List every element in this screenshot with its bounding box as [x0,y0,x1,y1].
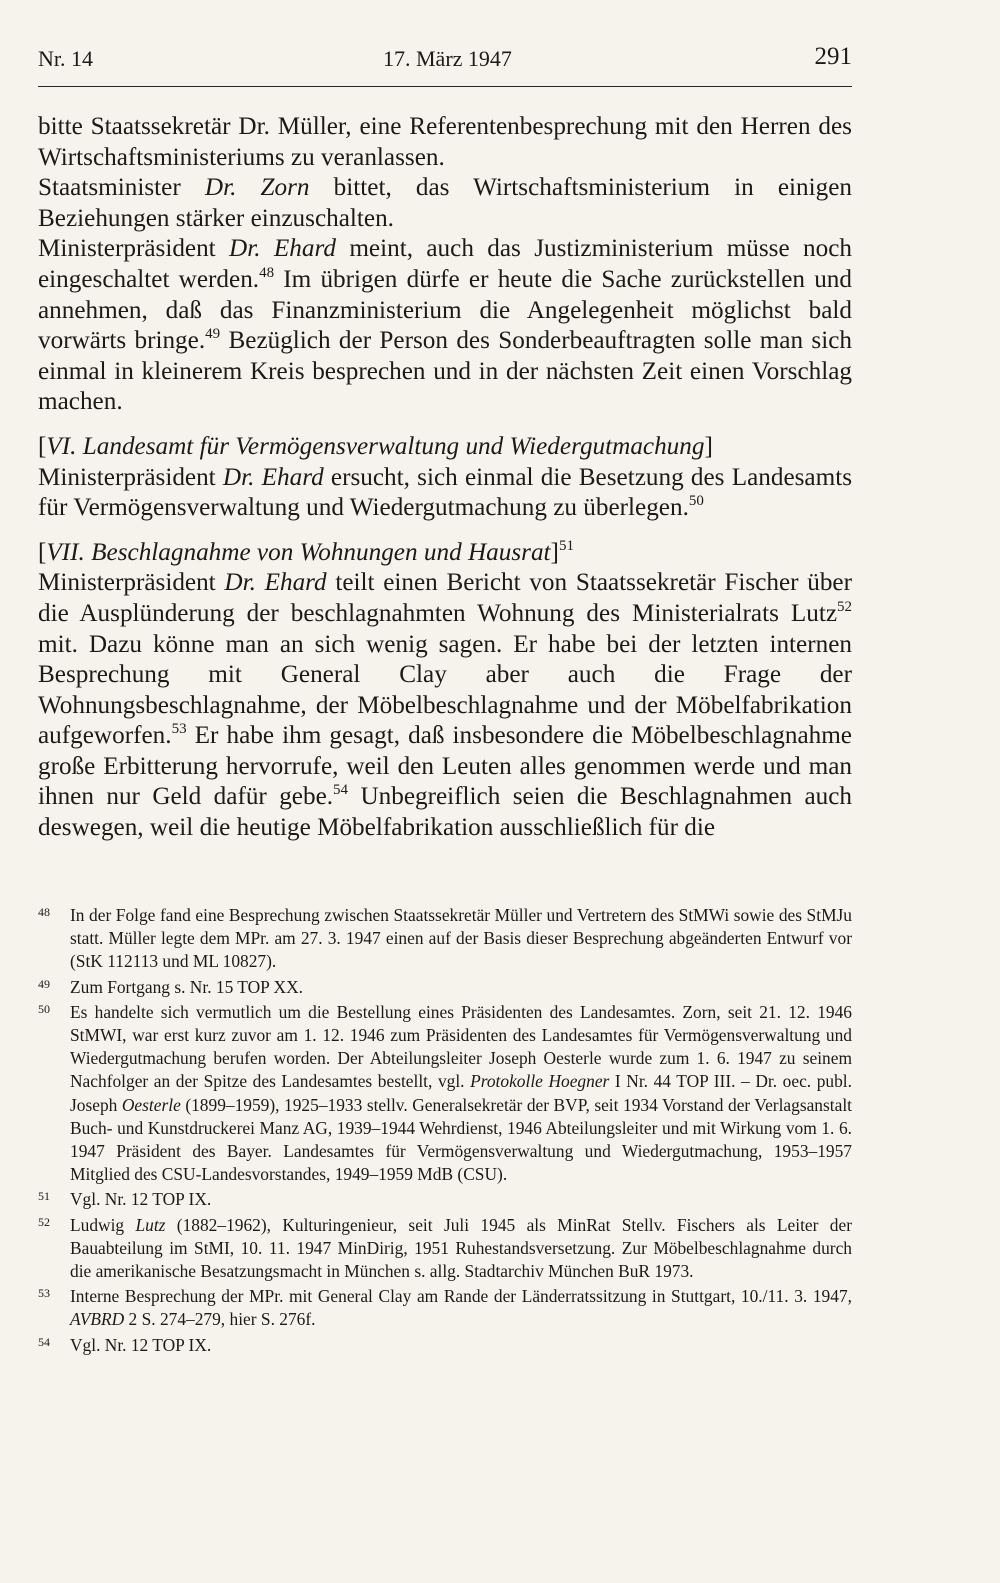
section-heading-vii: [VII. Beschlagnahme von Wohnungen und Hausrat]$^{51}$ [38,537,574,566]
running-header [38,43,852,87]
paragraph-2: Staatsminister Dr. Zorn bittet, das Wirtschaftsministerium in einigen Beziehungen stärker einzuschalten. [38,174,853,232]
footnote-ref: 54 [333,782,349,799]
paragraph-4: Ministerpräsident Dr. Ehard ersucht, sich einmal die Besetzung des Landesamts für Vermögensverwaltung und Wiedergutmachung zu überlegen.$^{50}$ [38,463,852,522]
section-heading-vi: [VI. Landesamt für Vermögensverwaltung und Wiedergutmachung] [38,432,713,460]
footnote-number: 53 [38,1286,50,1301]
header-date: 17. März 1947 [383,46,512,71]
footnote-number: 54 [38,1334,50,1349]
footnote-ref: 52 [837,598,852,615]
footnote-ref: 48 [259,264,275,281]
paragraph-1: bitte Staatssekretär Dr. Müller, eine Referentenbesprechung mit den Herren des Wirtschaftsministeriums zu veranlassen. [38,113,852,171]
speaker-name: Zorn [260,174,310,202]
footnote-52: 52 Ludwig Lutz (1882–1962), Kulturingenieur, seit Juli 1945 als MinRat Stellv. Fischers als Leiter der Bauabteilung im StMI, 10. 11. 1947 MinDirig, 1951 Ruhestandsversetzung. Zur Möbelbeschlagnahme durch die amerikanische Besatzungsmacht in München s. allg. Stadtarchiv München BuR 1973. [38,1214,853,1282]
footnote-50: 50 Es handelte sich vermutlich um die Bestellung eines Präsidenten des Landesamtes. Zorn, seit 21. 12. 1946 StMWI, war erst kurz zuvor am 1. 12. 1946 zum Präsidenten des Landesamtes für Vermögensverwaltung und Wiedergutmachung berufen worden. Der Abteilungsleiter Joseph Oesterle wurde zum 1. 6. 1947 zu seinem Nachfolger an der Spitze des Landesamtes bestellt, vgl. Protokolle Hoegner I Nr. 44 TOP III. – Dr. oec. publ. Joseph Oesterle (1899–1959), 1925–1933 stellv. Generalsekretär der BVP, seit 1934 Vorstand der Verlagsanstalt Buch- und Kunstdruckerei Manz AG, 1939–1944 Wehrdienst, 1946 Abteilungsleiter und mit Wirkung vom 1. 6. 1947 Präsident des Bayer. Landesamtes für Vermögensverwaltung und Wiedergutmachung, 1953–1957 Mitglied des CSU-Landesvorstandes, 1949–1959 MdB (CSU). [38,1001,852,1185]
footnote-ref: 49 [205,326,221,343]
speaker-name: Ehard [261,463,324,491]
footnote-number: 50 [38,1001,50,1016]
footnote-51: 51 Vgl. Nr. 12 TOP IX. [38,1189,212,1210]
document-number: Nr. 14 [38,46,93,71]
footnote-54: 54 Vgl. Nr. 12 TOP IX. [38,1334,212,1355]
footnote-number: 48 [38,905,50,919]
footnotes [38,904,852,1359]
speaker-name: Ehard [273,235,336,263]
footnote-number: 51 [38,1189,50,1204]
paragraph-5: Ministerpräsident Dr. Ehard teilt einen Bericht von Staatssekretär Fischer über die Ausplünderung der beschlagnahmten Wohnung des Ministerialrats Lutz$^{52}$ mit. Dazu könne man an sich wenig sagen. Er habe bei der letzten internen Besprechung mit General Clay aber auch die Frage der Wohnungsbeschlagnahme, der Möbelbeschlagnahme und der Möbelfabrikation aufgeworfen.$^{53}$ Er habe ihm gesagt, daß insbesondere die Möbelbeschlagnahme große Erbitterung hervorrufe, weil den Leuten alles genommen werde und man ihnen nur Geld dafür gebe.$^{54}$ Unbegreiflich seien die Beschlagnahmen auch deswegen, weil die heutige Möbelfabrikation ausschließlich für die [38,569,852,842]
page-number: 291 [814,43,852,70]
footnote-number: 49 [38,976,50,991]
paragraph-3: Ministerpräsident Dr. Ehard meint, auch das Justizministerium müsse noch eingeschaltet werden.$^{48}$ Im übrigen dürfe er heute die Sache zurückstellen und annehmen, daß das Finanzministerium die Angelegenheit möglichst bald vorwärts bringe.$^{49}$ Bezüglich der Person des Sonderbeauftragten solle man sich einmal in kleinerem Kreis besprechen und in der nächsten Zeit einen Vorschlag machen. [38,235,852,416]
speaker-name: Ehard [264,569,327,597]
footnote-ref: 53 [171,721,187,738]
footnote-49: 49 Zum Fortgang s. Nr. 15 TOP XX. [38,976,304,997]
footnote-ref: 50 [688,493,704,510]
footnote-48: 48 In der Folge fand eine Besprechung zwischen Staatssekretär Müller und Vertretern des StMWi sowie des StMJu statt. Müller legte dem MPr. am 27. 3. 1947 einen auf der Basis dieser Besprechung abgeänderten Entwurf vor (StK 112113 und ML 10827). [38,905,852,972]
footnote-ref: 51 [558,537,574,554]
footnote-53: 53 Interne Besprechung der MPr. mit General Clay am Rande der Länderratssitzung in Stuttgart, 10./11. 3. 1947, AVBRD 2 S. 274–279, hier S. 276f. [38,1286,852,1330]
footnote-number: 52 [38,1214,50,1229]
main-text [38,112,852,844]
